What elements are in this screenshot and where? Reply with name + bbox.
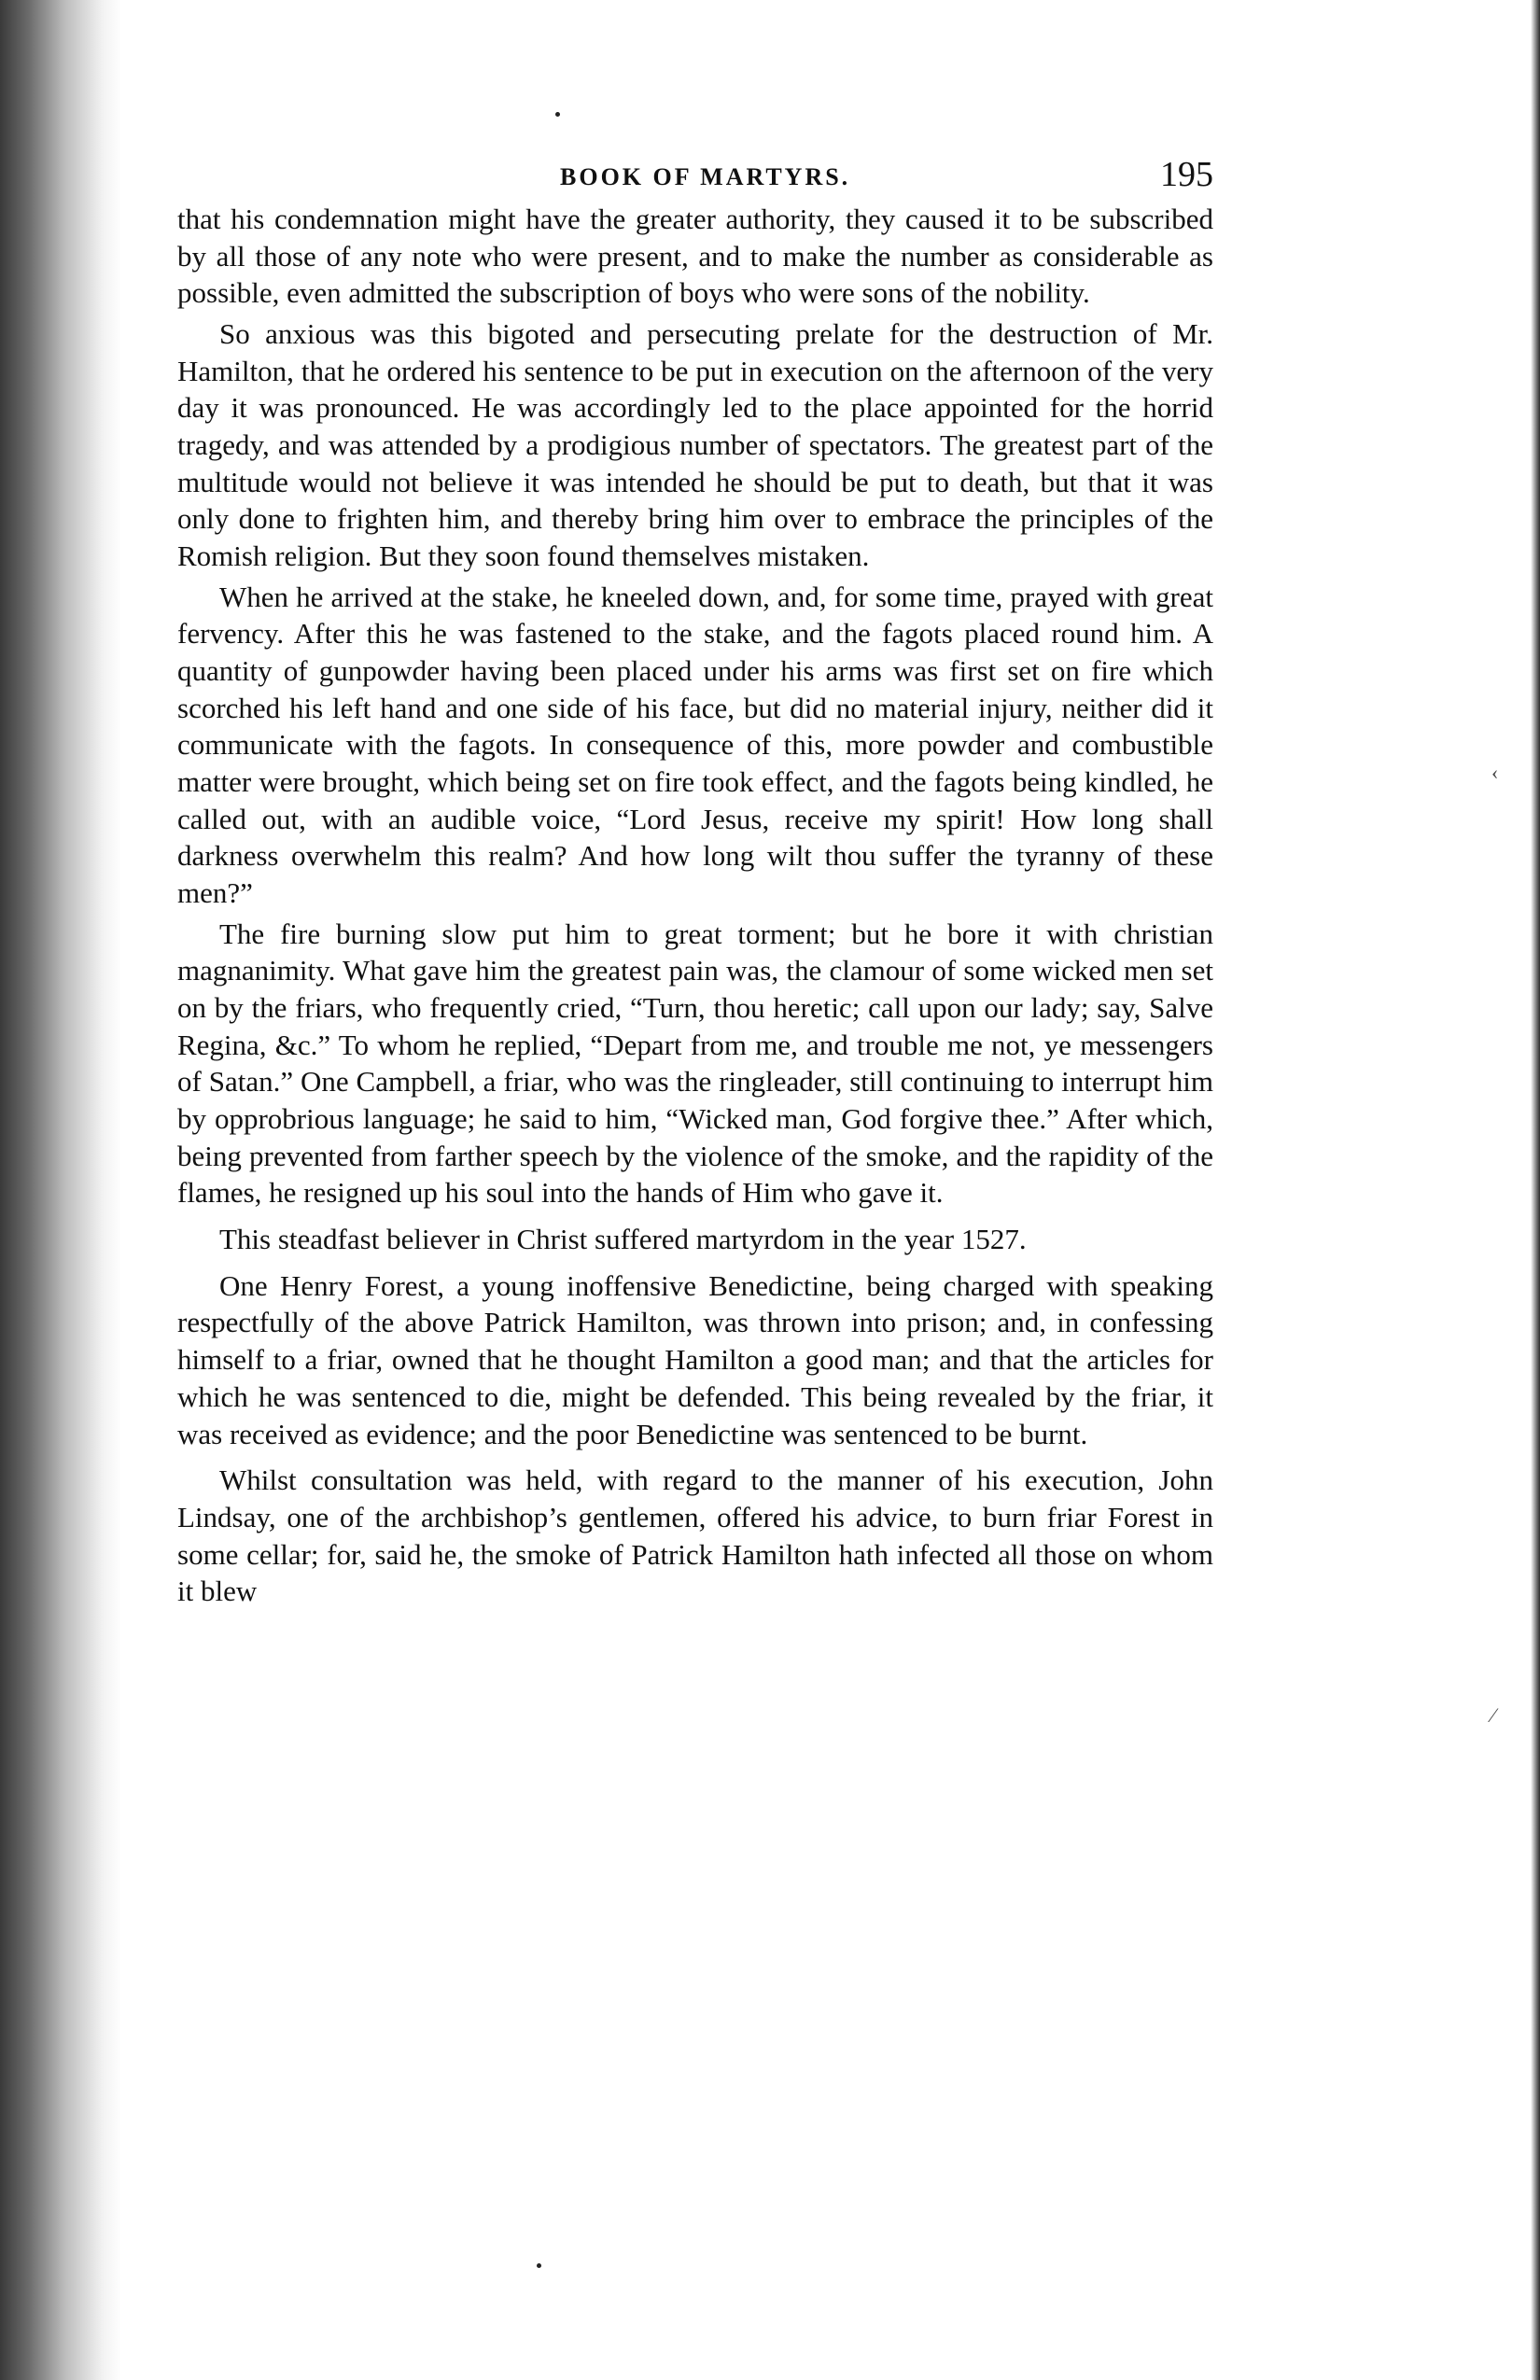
paragraph: This steadfast believer in Christ suffered martyrdom in the year 1527. [219,1223,1027,1256]
page-binding-edge [0,0,121,2380]
paragraph: So anxious was this bigoted and persecuting prelate for the destruction of Mr. Hamilton, that he ordered his sentence to be put in execution on the afternoon of the very day it was pronounced. He was accordingly led to the place appointed for the horrid tragedy, and was attended by a prodigious number of spectators. The greatest part of the multitude would not believe it was intended he should be put to death, but that it was only done to frighten him, and thereby bring him over to embrace the principles of the Romish religion. But they soon found themselves mistaken. [177,317,1213,573]
page-right-edge [1531,0,1540,2380]
paragraph: Whilst consultation was held, with regard to the manner of his execution, John Lindsay, one of the archbishop’s gentlemen, offered his advice, to burn friar Forest in some cellar; for, said he, the smoke of Patrick Hamilton hath infected all those on whom it blew [177,1463,1213,1608]
page-number: 195 [1160,155,1213,194]
margin-mark: ‹ [1491,761,1499,784]
running-head: BOOK OF MARTYRS. [560,163,851,190]
margin-mark: ⁄ [1491,1703,1495,1727]
paragraph: that his condemnation might have the greater authority, they caused it to be subscribed by all those of any note who were present, and to make the number as considerable as possible, even admitted the subscription of boys who were sons of the nobility. [177,203,1213,310]
body-text [177,201,1213,1619]
paragraph: When he arrived at the stake, he kneeled down, and, for some time, prayed with great fervency. After this he was fastened to the stake, and the fagots placed round him. A quantity of gunpowder having been placed under his arms was first set on fire which scorched his left hand and one side of his face, but did no material injury, neither did it communicate with the fagots. In consequence of this, more powder and combustible matter were brought, which being set on fire took effect, and the fagots being kindled, he called out, with an audible voice, “Lord Jesus, receive my spirit! How long shall darkness overwhelm this realm? And how long wilt thou suffer the tyranny of these men?” [177,580,1213,910]
ink-speck [555,112,560,117]
paragraph: One Henry Forest, a young inoffensive Benedictine, being charged with speaking respectfully of the above Patrick Hamilton, was thrown into prison; and, in confessing himself to a friar, owned that he thought Hamilton a good man; and that the articles for which he was sentenced to die, might be defended. This being revealed by the friar, it was received as evidence; and the poor Benedictine was sentenced to be burnt. [177,1268,1213,1450]
ink-speck [537,2263,541,2268]
page-header [177,154,1213,201]
paragraph: The fire burning slow put him to great torment; but he bore it with christian magnanimity. What gave him the greatest pain was, the clamour of some wicked men set on by the friars, who frequently cried, “Turn, thou heretic; call upon our lady; say, Salve Regina, &c.” To whom he replied, “Depart from me, and trouble me not, ye messengers of Satan.” One Campbell, a friar, who was the ringleader, still continuing to interrupt him by opprobrious language; he said to him, “Wicked man, God forgive thee.” After which, being prevented from farther speech by the violence of the smoke, and the rapidity of the flames, he resigned up his soul into the hands of Him who gave it. [177,917,1213,1210]
